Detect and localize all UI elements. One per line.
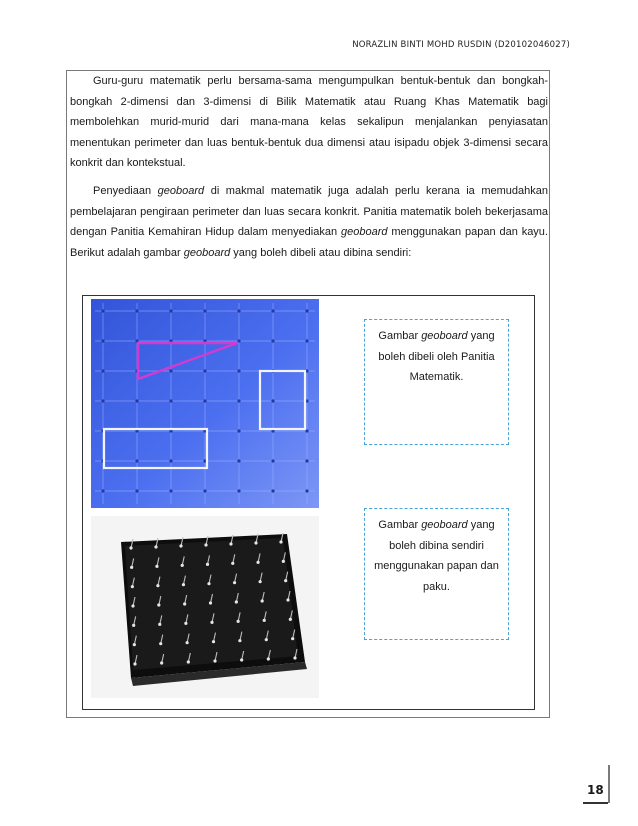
term-geoboard: geoboard (340, 226, 388, 239)
paragraph-2-text-1: Penyediaan (93, 185, 158, 197)
term-geoboard: geoboard (157, 185, 205, 197)
caption-2-prefix: Gambar (378, 519, 422, 531)
caption-2-term: geoboard (421, 519, 468, 531)
paragraph-1-text: Guru-guru matematik perlu bersama-sama mengumpulkan bentuk-bentuk dan bongkah-bongkah 2-dimensi dan 3-dimensi di Bilik Matematik atau Ruang Khas Matematik bagi membolehkan murid-murid dari mana-mana kelas sekalipun menjalankan penyiasatan menentukan perimeter dan luas bentuk-bentuk dua dimensi atau isipadu objek 3-dimensi secara konkrit dan kontekstual. (70, 75, 548, 170)
caption-1-term: geoboard (421, 330, 468, 342)
running-header: NORAZLIN BINTI MOHD RUSDIN (D20102046027) (352, 40, 570, 50)
wooden-geoboard-photo (91, 516, 319, 698)
figure-frame (82, 295, 535, 710)
caption-2-suffix: yang boleh dibina sendiri menggunakan papan dan paku. (374, 519, 499, 593)
paragraph-2-text-3: menggunakan papan dan kayu. Berikut adalah gambar (70, 226, 548, 259)
page-number-underline (583, 802, 608, 804)
caption-handmade-geoboard (364, 508, 509, 640)
page-number-rule (608, 765, 610, 803)
paragraph-2-text-4: yang boleh dibeli atau dibina sendiri: (230, 246, 412, 259)
plastic-geoboard-image (91, 299, 319, 508)
wooden-geoboard-image (91, 516, 319, 698)
term-geoboard: geoboard (183, 246, 231, 259)
paragraph-2 (70, 181, 548, 263)
caption-1-prefix: Gambar (378, 330, 422, 342)
paragraph-2-text-2: di makmal matematik juga adalah perlu kerana ia memudahkan pembelajaran pengiraan perimeter dan luas secara konkrit. Panitia matematik boleh bekerjasama dengan Panitia Kemahiran Hidup dalam menyediakan (70, 185, 548, 239)
page-number: 18 (587, 783, 604, 797)
paragraph-1 (70, 71, 548, 174)
caption-purchased-geoboard (364, 319, 509, 445)
content-frame (66, 70, 550, 718)
plastic-geoboard-photo (91, 299, 319, 508)
caption-1-suffix: yang boleh dibeli oleh Panitia Matematik. (378, 330, 495, 383)
